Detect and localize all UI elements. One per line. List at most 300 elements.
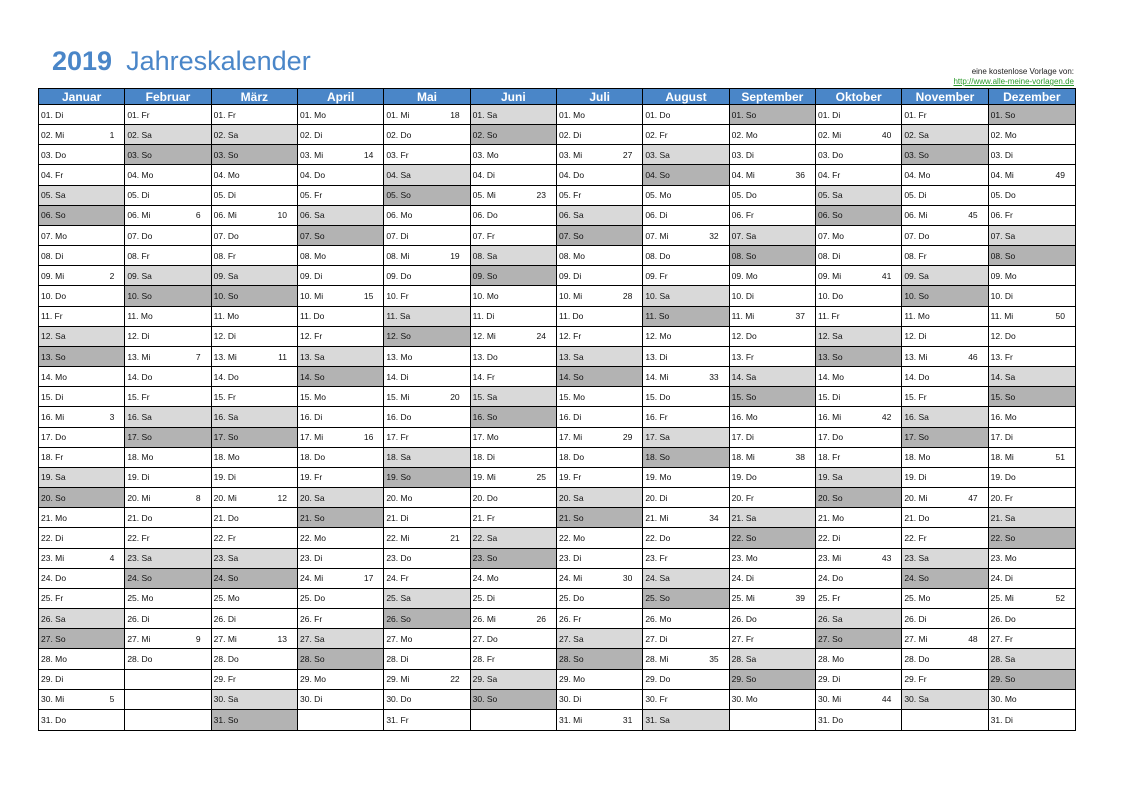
day-label: 09. Sa [127, 270, 152, 281]
day-label: 26. Sa [41, 613, 66, 624]
week-number: 41 [881, 270, 892, 281]
day-cell [989, 690, 1075, 710]
day-label: 20. Di [645, 492, 668, 503]
week-number: 10 [277, 210, 287, 221]
day-label: 04. Mo [213, 170, 240, 181]
month-header: Juli [557, 89, 643, 105]
day-cell [384, 407, 470, 427]
day-label: 01. Mi [386, 109, 410, 120]
week-number: 3 [109, 411, 115, 422]
day-cell [643, 448, 729, 468]
day-cell [902, 629, 988, 649]
day-label: 09. So [472, 270, 498, 281]
day-cell [557, 589, 643, 609]
day-cell [125, 690, 211, 710]
day-label: 02. Sa [904, 129, 929, 140]
day-label: 07. Sa [731, 230, 757, 241]
day-cell [557, 206, 643, 226]
day-label: 02. Mi [818, 129, 842, 140]
week-number: 17 [363, 573, 374, 584]
credit-block [953, 67, 1074, 87]
day-label: 02. Sa [213, 129, 239, 140]
day-cell [384, 165, 470, 185]
day-label: 06. Mi [127, 210, 151, 221]
month-header: Oktober [816, 89, 902, 105]
day-label: 10. Do [818, 291, 844, 302]
day-label: 10. Mi [559, 291, 583, 302]
day-label: 08. Fr [904, 250, 927, 261]
day-label: 27. Sa [300, 633, 325, 644]
day-label: 19. Fr [300, 472, 323, 483]
day-cell [125, 206, 211, 226]
day-label: 29. Sa [472, 674, 498, 685]
day-cell [902, 609, 988, 629]
day-cell [125, 145, 211, 165]
day-label: 30. Di [559, 694, 582, 705]
day-cell [643, 710, 729, 730]
day-cell [902, 387, 988, 407]
day-label: 09. Mo [990, 270, 1017, 281]
day-label: 10. Do [41, 291, 67, 302]
day-cell [816, 670, 902, 690]
week-number: 2 [109, 270, 115, 281]
day-label: 05. Mo [645, 190, 672, 201]
day-label: 13. Fr [990, 351, 1013, 362]
day-cell [212, 387, 298, 407]
day-label: 04. Mo [904, 170, 931, 181]
day-label: 09. Di [300, 270, 323, 281]
day-label: 20. Fr [731, 492, 754, 503]
day-cell [471, 327, 557, 347]
day-label: 22. Do [645, 532, 671, 543]
day-cell [816, 488, 902, 508]
day-cell [212, 307, 298, 327]
day-label: 28. So [300, 653, 325, 664]
day-cell [471, 528, 557, 548]
day-cell [816, 266, 902, 286]
day-cell [384, 367, 470, 387]
day-label: 17. So [127, 432, 152, 443]
day-label: 20. Mi [904, 492, 928, 503]
day-cell [125, 125, 211, 145]
day-label: 19. Di [904, 472, 927, 483]
day-label: 02. Mo [990, 129, 1017, 140]
day-label: 06. Fr [990, 210, 1013, 221]
day-cell [125, 347, 211, 367]
day-cell [39, 327, 125, 347]
day-label: 20. So [41, 492, 66, 503]
day-cell [298, 690, 384, 710]
day-label: 26. Di [213, 613, 236, 624]
day-cell [902, 186, 988, 206]
day-cell [212, 367, 298, 387]
day-cell [730, 125, 816, 145]
day-cell [989, 186, 1075, 206]
day-label: 31. Sa [645, 714, 670, 725]
day-label: 15. Do [645, 391, 671, 402]
day-label: 24. Mi [559, 573, 583, 584]
day-cell [816, 125, 902, 145]
day-label: 15. So [990, 391, 1016, 402]
day-cell [643, 629, 729, 649]
day-label: 19. Mi [472, 472, 496, 483]
day-cell [730, 549, 816, 569]
day-label: 03. So [904, 149, 929, 160]
day-label: 11. Sa [386, 311, 411, 322]
day-cell [816, 569, 902, 589]
day-cell [39, 407, 125, 427]
day-label: 20. Mo [386, 492, 413, 503]
day-cell [557, 508, 643, 528]
day-label: 13. Di [645, 351, 668, 362]
day-cell [902, 266, 988, 286]
day-label: 17. Mo [472, 432, 499, 443]
day-cell [471, 266, 557, 286]
day-label: 02. Mi [41, 129, 65, 140]
day-label: 12. Fr [559, 331, 582, 342]
day-label: 10. So [127, 291, 152, 302]
day-label: 24. Di [731, 573, 754, 584]
day-cell [298, 387, 384, 407]
day-cell [39, 428, 125, 448]
day-cell [730, 528, 816, 548]
day-label: 15. Di [41, 391, 64, 402]
day-cell [384, 528, 470, 548]
day-cell [471, 649, 557, 669]
day-label: 01. Mo [559, 109, 585, 120]
day-label: 16. Mi [41, 411, 65, 422]
day-cell [902, 589, 988, 609]
day-cell [816, 508, 902, 528]
credit-link[interactable]: http://www.alle-meine-vorlagen.de [953, 77, 1074, 86]
day-label: 11. Fr [41, 311, 63, 322]
day-label: 28. Do [213, 653, 239, 664]
day-cell [902, 468, 988, 488]
day-label: 19. Do [731, 472, 757, 483]
day-cell [730, 629, 816, 649]
day-cell [816, 206, 902, 226]
day-label: 30. Fr [645, 694, 668, 705]
day-cell [557, 649, 643, 669]
day-label: 23. Fr [645, 553, 668, 564]
day-label: 18. So [645, 452, 670, 463]
day-cell [816, 528, 902, 548]
day-cell [730, 327, 816, 347]
day-label: 03. So [213, 149, 239, 160]
day-cell [212, 327, 298, 347]
day-label: 29. Mi [386, 674, 410, 685]
day-label: 16. Mo [731, 411, 758, 422]
day-cell [384, 589, 470, 609]
day-label: 21. Sa [990, 512, 1016, 523]
day-label: 06. So [41, 210, 66, 221]
week-number: 43 [881, 553, 892, 564]
day-label: 01. Mo [300, 109, 326, 120]
day-cell [557, 226, 643, 246]
day-cell [384, 226, 470, 246]
day-label: 14. Mi [645, 371, 669, 382]
day-label: 17. So [213, 432, 239, 443]
day-cell [902, 347, 988, 367]
day-cell [471, 690, 557, 710]
day-cell [471, 226, 557, 246]
day-cell [298, 266, 384, 286]
day-cell [816, 468, 902, 488]
day-label: 29. Fr [904, 674, 927, 685]
day-label: 06. So [818, 210, 843, 221]
day-cell [557, 407, 643, 427]
day-cell [730, 488, 816, 508]
day-label: 01. So [990, 109, 1016, 120]
day-cell [643, 165, 729, 185]
day-label: 25. Mo [213, 593, 240, 604]
week-number: 18 [450, 109, 460, 120]
day-cell [816, 407, 902, 427]
day-label: 06. Do [472, 210, 498, 221]
day-label: 18. Di [472, 452, 495, 463]
day-cell [125, 165, 211, 185]
day-cell [298, 589, 384, 609]
day-label: 07. So [559, 230, 584, 241]
day-cell [643, 266, 729, 286]
day-label: 08. Fr [127, 250, 150, 261]
month-header: Dezember [989, 89, 1075, 105]
week-number: 22 [450, 674, 460, 685]
day-cell [816, 347, 902, 367]
day-label: 05. Fr [559, 190, 582, 201]
day-label: 31. Mi [559, 714, 583, 725]
week-number: 40 [881, 129, 892, 140]
day-label: 01. So [731, 109, 757, 120]
day-cell [557, 710, 643, 730]
day-cell [298, 468, 384, 488]
week-number: 4 [109, 553, 115, 564]
day-cell [384, 347, 470, 367]
day-label: 16. So [472, 411, 498, 422]
day-label: 05. Sa [818, 190, 843, 201]
day-cell [471, 145, 557, 165]
month-header: November [902, 89, 988, 105]
day-label: 12. Di [904, 331, 927, 342]
day-cell [212, 690, 298, 710]
day-cell [730, 206, 816, 226]
day-label: 12. Sa [41, 331, 66, 342]
day-label: 21. Mo [818, 512, 844, 523]
day-label: 04. Mi [731, 170, 755, 181]
day-label: 19. Sa [818, 472, 843, 483]
day-cell [643, 508, 729, 528]
day-cell [816, 690, 902, 710]
day-cell [816, 186, 902, 206]
day-label: 12. Mi [472, 331, 496, 342]
week-number: 16 [363, 432, 374, 443]
day-label: 17. So [904, 432, 929, 443]
day-label: 24. Fr [386, 573, 409, 584]
day-label: 23. Sa [213, 553, 239, 564]
week-number: 9 [195, 633, 201, 644]
day-cell [212, 589, 298, 609]
day-label: 30. Mo [731, 694, 758, 705]
day-label: 27. Mi [213, 633, 237, 644]
day-cell [471, 629, 557, 649]
day-cell [730, 468, 816, 488]
day-label: 01. Fr [127, 109, 150, 120]
day-label: 09. Mo [731, 270, 758, 281]
day-label: 15. Fr [127, 391, 150, 402]
day-label: 10. Mo [472, 291, 499, 302]
day-label: 14. Do [904, 371, 930, 382]
day-label: 15. Mi [386, 391, 410, 402]
day-cell [730, 246, 816, 266]
day-cell [816, 589, 902, 609]
day-label: 23. Di [300, 553, 323, 564]
day-label: 17. Di [990, 432, 1013, 443]
day-cell [816, 145, 902, 165]
day-cell [471, 488, 557, 508]
day-label: 18. Mo [213, 452, 240, 463]
day-label: 29. Di [818, 674, 841, 685]
day-label: 09. Do [386, 270, 412, 281]
day-cell [557, 528, 643, 548]
day-label: 06. Sa [300, 210, 325, 221]
day-label: 23. Mi [41, 553, 65, 564]
day-label: 24. So [904, 573, 929, 584]
day-cell [730, 690, 816, 710]
week-number: 47 [968, 492, 978, 503]
day-cell [816, 428, 902, 448]
day-label: 17. Sa [645, 432, 670, 443]
day-cell [902, 690, 988, 710]
day-label: 08. So [990, 250, 1016, 261]
day-cell [39, 246, 125, 266]
day-cell [298, 367, 384, 387]
day-cell [471, 609, 557, 629]
day-label: 26. Sa [818, 613, 843, 624]
week-number: 1 [109, 129, 115, 140]
day-cell [298, 428, 384, 448]
day-cell [39, 629, 125, 649]
day-cell [643, 307, 729, 327]
day-label: 02. So [472, 129, 498, 140]
day-cell [39, 670, 125, 690]
day-label: 07. So [300, 230, 325, 241]
day-cell [643, 428, 729, 448]
day-cell [384, 186, 470, 206]
day-cell [816, 165, 902, 185]
day-cell [471, 165, 557, 185]
day-label: 29. Mo [559, 674, 585, 685]
week-number: 21 [450, 532, 460, 543]
day-label: 07. Mo [41, 230, 67, 241]
day-label: 26. Mi [472, 613, 496, 624]
day-cell [384, 428, 470, 448]
day-cell [384, 125, 470, 145]
day-label: 03. Mi [300, 149, 324, 160]
day-cell [298, 307, 384, 327]
day-cell [39, 710, 125, 730]
week-number: 48 [968, 633, 978, 644]
day-label: 14. Do [213, 371, 239, 382]
day-label: 16. Sa [127, 411, 152, 422]
day-cell [125, 629, 211, 649]
day-cell [471, 407, 557, 427]
day-cell [557, 125, 643, 145]
day-cell [125, 286, 211, 306]
day-label: 05. Do [990, 190, 1016, 201]
day-label: 29. So [990, 674, 1016, 685]
week-number: 34 [709, 512, 719, 523]
day-label: 25. Do [559, 593, 585, 604]
day-cell [989, 286, 1075, 306]
day-cell [730, 387, 816, 407]
day-label: 15. Fr [213, 391, 236, 402]
day-cell [902, 710, 988, 730]
day-cell [125, 327, 211, 347]
day-cell [471, 246, 557, 266]
day-cell [730, 407, 816, 427]
day-label: 12. Di [213, 331, 236, 342]
day-cell [298, 629, 384, 649]
day-cell [557, 629, 643, 649]
day-label: 03. Mi [559, 149, 583, 160]
day-label: 27. Mi [127, 633, 151, 644]
day-cell [730, 448, 816, 468]
day-label: 07. Mo [818, 230, 844, 241]
day-cell [902, 649, 988, 669]
day-cell [125, 569, 211, 589]
day-cell [384, 508, 470, 528]
day-label: 11. Fr [818, 311, 840, 322]
day-label: 13. Sa [559, 351, 584, 362]
day-label: 14. So [300, 371, 325, 382]
day-label: 13. Mo [386, 351, 413, 362]
day-cell [212, 609, 298, 629]
day-label: 31. Do [41, 714, 67, 725]
day-cell [557, 367, 643, 387]
day-label: 21. Do [127, 512, 153, 523]
day-label: 25. Fr [818, 593, 841, 604]
day-label: 09. Di [559, 270, 582, 281]
day-cell [643, 286, 729, 306]
day-cell [39, 508, 125, 528]
day-cell [212, 670, 298, 690]
day-cell [471, 125, 557, 145]
day-cell [989, 710, 1075, 730]
day-label: 12. Mo [645, 331, 672, 342]
day-cell [212, 165, 298, 185]
day-cell [125, 589, 211, 609]
day-label: 11. Di [472, 311, 495, 322]
day-label: 30. So [472, 694, 498, 705]
day-label: 09. Mi [818, 270, 842, 281]
day-cell [384, 609, 470, 629]
day-cell [730, 266, 816, 286]
day-cell [989, 629, 1075, 649]
day-label: 22. Di [818, 532, 841, 543]
day-cell [643, 549, 729, 569]
day-label: 01. Do [645, 109, 671, 120]
day-cell [643, 246, 729, 266]
page-title [52, 46, 311, 80]
day-label: 12. Di [127, 331, 150, 342]
day-cell [557, 670, 643, 690]
day-label: 28. Mi [645, 653, 669, 664]
credit-text: eine kostenlose Vorlage von: [971, 67, 1074, 76]
day-cell [298, 670, 384, 690]
day-label: 07. Do [904, 230, 930, 241]
day-cell [384, 327, 470, 347]
day-cell [902, 165, 988, 185]
